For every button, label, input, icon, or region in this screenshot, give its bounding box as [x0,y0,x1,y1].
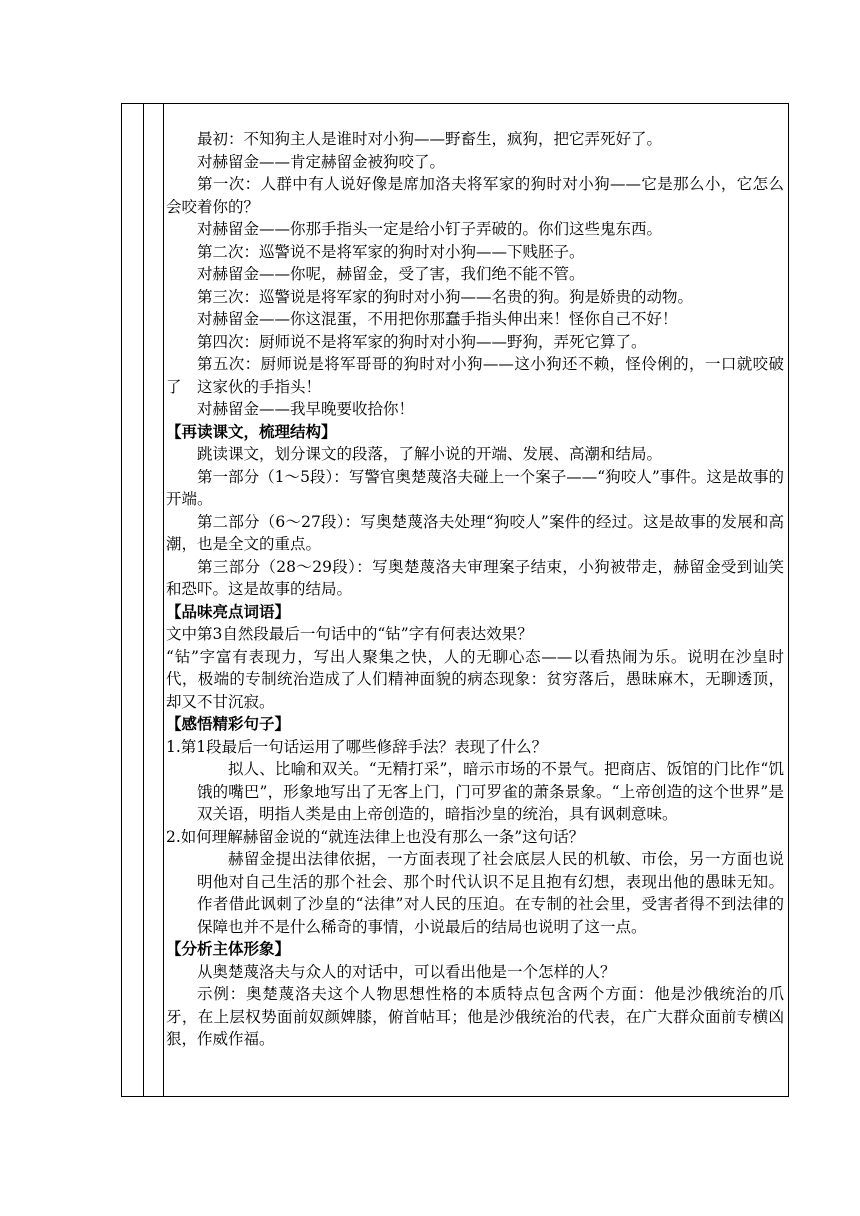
table-column-divider [143,104,144,1096]
dialogue-line: 对赫留金——你那手指头一定是给小钉子弄破的。你们这些鬼东西。 [197,220,663,238]
lesson-content-cell [166,128,784,1051]
dialogue-line: 对赫留金——肯定赫留金被狗咬了。 [197,152,446,171]
section-heading-structure: 【再读课文，梳理结构】 [166,422,337,441]
paragraph: 第一部分（1～5段）：写警官奥楚蔑洛夫碰上一个案子——“狗咬人”事件。这是故事的开端。 [166,467,784,508]
dialogue-line: 对赫留金——你呢，赫留金，受了害，我们绝不能不管。 [197,265,585,283]
dialogue-line: 第二次：巡警说不是将军家的狗时对小狗——下贱胚子。 [197,242,585,261]
table-column-divider [163,104,164,1096]
lesson-table [121,103,789,1097]
dialogue-line: 对赫留金——你这混蛋，不用把你那蠢手指头伸出来！怪你自己不好！ [197,310,678,328]
answer: “钻”字富有表现力，写出人聚集之快，人的无聊心态——以看热闹为乐。说明在沙皇时代，极端的专制统治造成了人们精神面貌的病态现象：贫穷落后，愚昧麻木，无聊透顶，却又不甘沉寂。 [166,647,784,711]
question: 1.第1段最后一句话运用了哪些修辞手法？表现了什么？ [166,737,548,756]
section-heading-sentences: 【感悟精彩句子】 [166,715,291,733]
answer: 拟人、比喻和双关。“无精打采”，暗示市场的不景气。把商店、饭馆的门比作“饥饿的嘴巴”，形象地写出了无客上门，门可罗雀的萧条景象。“上帝创造的这个世界”是双关语，明指人类是由上帝创造的，暗指沙皇的统治，具有讽刺意味。 [197,760,784,823]
dialogue-line: 第五次：厨师说是将军哥哥的狗时对小狗——这小狗还不赖，怪伶俐的，一口就咬破了 这家伙的手指头！ [166,355,784,396]
section-heading-words: 【品味亮点词语】 [166,602,291,621]
paragraph: 跳读课文，划分课文的段落，了解小说的开端、发展、高潮和结局。 [197,445,663,463]
dialogue-line: 第一次：人群中有人说好像是席加洛夫将军家的狗时对小狗——它是那么小，它怎么会咬着你的？ [166,175,784,216]
question: 2.如何理解赫留金说的“就连法律上也没有那么一条”这句话？ [166,827,585,846]
dialogue-line: 第四次：厨师说不是将军家的狗时对小狗——野狗，弄死它算了。 [197,332,647,351]
answer: 示例：奥楚蔑洛夫这个人物思想性格的本质特点包含两个方面：他是沙俄统治的爪牙，在上层权势面前奴颜婢膝，俯首帖耳；他是沙俄统治的代表，在广大群众面前专横凶狠，作威作福。 [166,985,784,1048]
question: 从奥楚蔑洛夫与众人的对话中，可以看出他是一个怎样的人？ [197,962,616,981]
paragraph: 第三部分（28～29段）：写奥楚蔑洛夫审理案子结束，小狗被带走，赫留金受到讪笑和恐吓。这是故事的结局。 [166,557,784,598]
answer: 赫留金提出法律依据，一方面表现了社会底层人民的机敏、市侩，另一方面也说明他对自己生活的那个社会、那个时代认识不足且抱有幻想，表现出他的愚昧无知。作者借此讽刺了沙皇的“法律”对人民的压迫。在专制的社会里，受害者得不到法律的保障也并不是什么稀奇的事情，小说最后的结局也说明了这一点。 [197,850,784,936]
dialogue-line: 第三次：巡警说是将军家的狗时对小狗——名贵的狗。狗是娇贵的动物。 [197,287,694,306]
dialogue-line: 最初：不知狗主人是谁时对小狗——野畜生，疯狗，把它弄死好了。 [197,130,663,148]
dialogue-line: 对赫留金——我早晚要收拾你！ [197,400,415,418]
question: 文中第3自然段最后一句话中的“钻”字有何表达效果？ [166,625,533,643]
section-heading-character: 【分析主体形象】 [166,940,291,958]
paragraph: 第二部分（6～27段）：写奥楚蔑洛夫处理“狗咬人”案件的经过。这是故事的发展和高潮，也是全文的重点。 [166,512,784,553]
